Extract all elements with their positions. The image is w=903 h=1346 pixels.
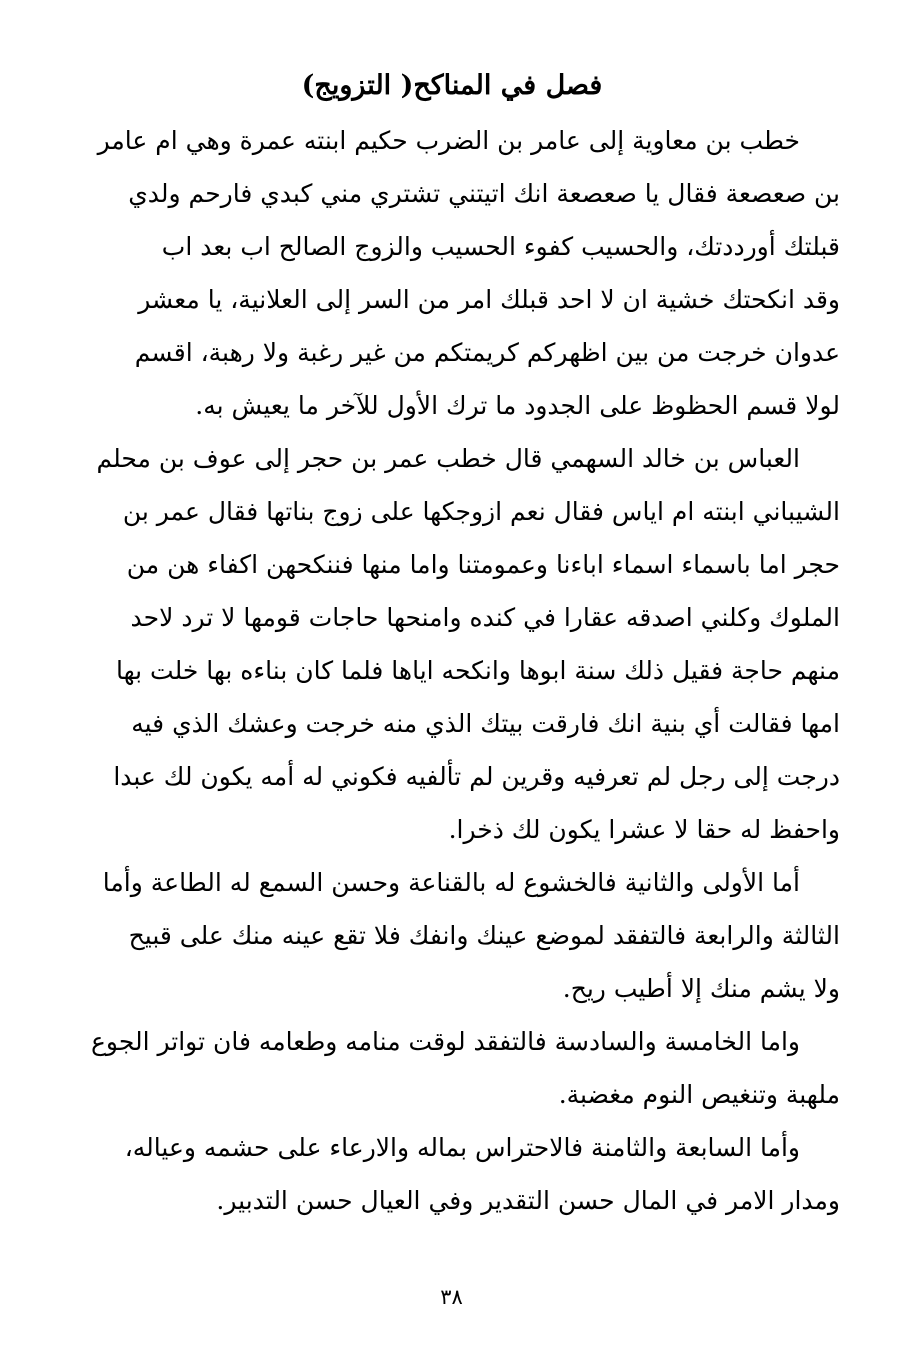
text-line: العباس بن خالد السهمي قال خطب عمر بن حجر إلى عوف بن محلم [96, 444, 800, 473]
text-line: ومدار الامر في المال حسن التقدير وفي العيال حسن التدبير. [216, 1186, 840, 1215]
text-line: وأما السابعة والثامنة فالاحتراس بماله والارعاء على حشمه وعياله، [124, 1133, 800, 1162]
text-line: واحفظ له حقا لا عشرا يكون لك ذخرا. [448, 815, 840, 844]
text-line: الثالثة والرابعة فالتفقد لموضع عينك وانفك فلا تقع عينه منك على قبيح [128, 921, 840, 950]
text-line: الشيباني ابنته ام اياس فقال نعم ازوجكها على زوج بناتها فقال عمر بن [122, 497, 840, 526]
text-line: منهم حاجة فقيل ذلك سنة ابوها وانكحه اياها فلما كان بناءه بها خلت بها [115, 656, 840, 685]
text-line: الملوك وكلني اصدقه عقارا في كنده وامنحها حاجات قومها لا ترد لاحد [130, 603, 840, 632]
text-line: ولا يشم منك إلا أطيب ريح. [562, 974, 840, 1003]
text-line: لولا قسم الحظوظ على الجدود ما ترك الأول للآخر ما يعيش به. [195, 391, 840, 420]
text-line: واما الخامسة والسادسة فالتفقد لوقت منامه وطعامه فان تواتر الجوع [91, 1027, 800, 1056]
text-line: ملهبة وتنغيص النوم مغضبة. [558, 1080, 840, 1109]
text-line: قبلتك أورددتك، والحسيب كفوء الحسيب والزوج الصالح اب بعد اب [161, 232, 840, 261]
text-line: خطب بن معاوية إلى عامر بن الضرب حكيم ابنته عمرة وهي ام عامر [97, 126, 800, 155]
paragraph-3 [64, 856, 840, 1015]
paragraph-4 [64, 1015, 840, 1121]
paragraph-1 [64, 114, 840, 432]
paragraph-5 [64, 1121, 840, 1227]
paragraph-2 [64, 432, 840, 856]
text-line: عدوان خرجت من بين اظهركم كريمتكم من غير رغبة ولا رهبة، اقسم [134, 338, 840, 367]
page-number: ٣٨ [440, 1285, 463, 1309]
text-line: حجر اما باسماء اسماء اباءنا وعمومتنا واما منها فننكحهن اكفاء هن من [126, 550, 840, 579]
text-line: وقد انكحتك خشية ان لا احد قبلك امر من السر إلى العلانية، يا معشر [138, 285, 840, 314]
section-title: فصل في المناكح( التزويج) [301, 70, 603, 101]
text-line: امها فقالت أي بنية انك فارقت بيتك الذي منه خرجت وعشك الذي فيه [131, 709, 840, 738]
book-page [64, 60, 840, 1227]
text-line: أما الأولى والثانية فالخشوع له بالقناعة وحسن السمع له الطاعة وأما [102, 868, 800, 897]
text-line: درجت إلى رجل لم تعرفيه وقرين لم تألفيه فكوني له أمه يكون لك عبدا [113, 762, 840, 791]
text-line: بن صعصعة فقال يا صعصعة انك اتيتني تشتري مني كبدي فارحم ولدي [128, 179, 840, 208]
